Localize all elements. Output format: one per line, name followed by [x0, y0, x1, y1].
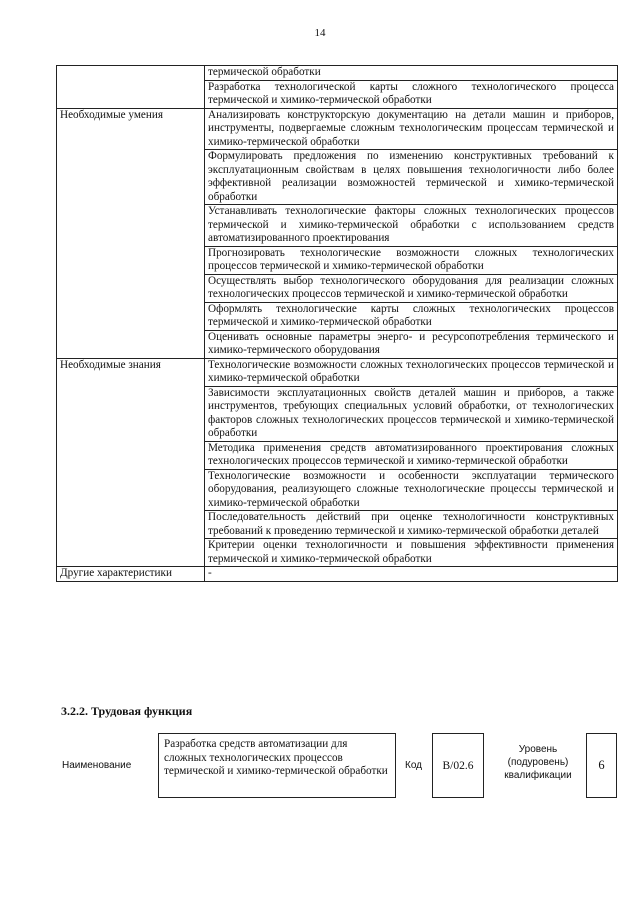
row-item: Формулировать предложения по изменению конструктивных требований к эксплуатационным свойствам в целях повышения технологичности либо более эффективной реализации возможностей термической и химико-термической обработки — [205, 150, 618, 205]
row-item: - — [205, 567, 618, 582]
row-label: Другие характеристики — [57, 567, 205, 582]
row-item: Технологические возможности и особенности эксплуатации термического оборудования, реализующего сложные технологические процессы термической и химико-термической обработки — [205, 469, 618, 511]
row-item: Оценивать основные параметры энерго- и ресурсопотребления термического и химико-термического оборудования — [205, 330, 618, 358]
level-label: Уровень (подуровень) квалификации — [504, 744, 572, 781]
qualification-level-box: 6 — [586, 733, 617, 798]
table-row — [57, 358, 618, 386]
row-label: Необходимые умения — [57, 108, 205, 358]
row-item: Оформлять технологические карты сложных технологических процессов термической и химико-термической обработки — [205, 302, 618, 330]
competency-table — [56, 65, 618, 582]
row-item: Методика применения средств автоматизированного проектирования сложных технологических процессов термической и химико-термической обработки — [205, 441, 618, 469]
row-item: Прогнозировать технологические возможности сложных технологических процессов термической и химико-термической обработки — [205, 246, 618, 274]
row-item: Разработка технологической карты сложного технологического процесса термической и химико-термической обработки — [205, 80, 618, 108]
row-item: Устанавливать технологические факторы сложных технологических процессов термической и химико-термической обработки с использованием средств автоматизированного проектирования — [205, 205, 618, 247]
code-label: Код — [405, 760, 423, 771]
table-row — [57, 66, 618, 81]
row-item: Технологические возможности сложных технологических процессов термической и химико-термической обработки — [205, 358, 618, 386]
page-number: 14 — [314, 27, 326, 39]
function-name-box: Разработка средств автоматизации для сложных технологических процессов термической и химико-термической обработки — [158, 733, 396, 798]
row-item: Анализировать конструкторскую документацию на детали машин и приборов, инструменты, подвергаемые сложным технологическим процессам термической и химико-термической обработки — [205, 108, 618, 150]
table-row — [57, 108, 618, 150]
row-item: термической обработки — [205, 66, 618, 81]
table-row — [57, 567, 618, 582]
row-item: Осуществлять выбор технологического оборудования для реализации сложных технологических процессов термической и химико-термической обработки — [205, 274, 618, 302]
row-item: Критерии оценки технологичности и повышения эффективности применения термической и химико-термической обработки — [205, 539, 618, 567]
row-item: Зависимости эксплуатационных свойств деталей машин и приборов, а также инструментов, требующих специальных условий обработки, от технологических факторов сложных технологических процессов термической и химико-термической обработки — [205, 386, 618, 441]
row-label — [57, 66, 205, 109]
row-item: Последовательность действий при оценке технологичности конструктивных требований к проведению термической и химико-термической обработки деталей — [205, 511, 618, 539]
name-label: Наименование — [62, 760, 132, 771]
function-code-box: B/02.6 — [432, 733, 484, 798]
row-label: Необходимые знания — [57, 358, 205, 567]
section-title: 3.2.2. Трудовая функция — [61, 704, 193, 718]
